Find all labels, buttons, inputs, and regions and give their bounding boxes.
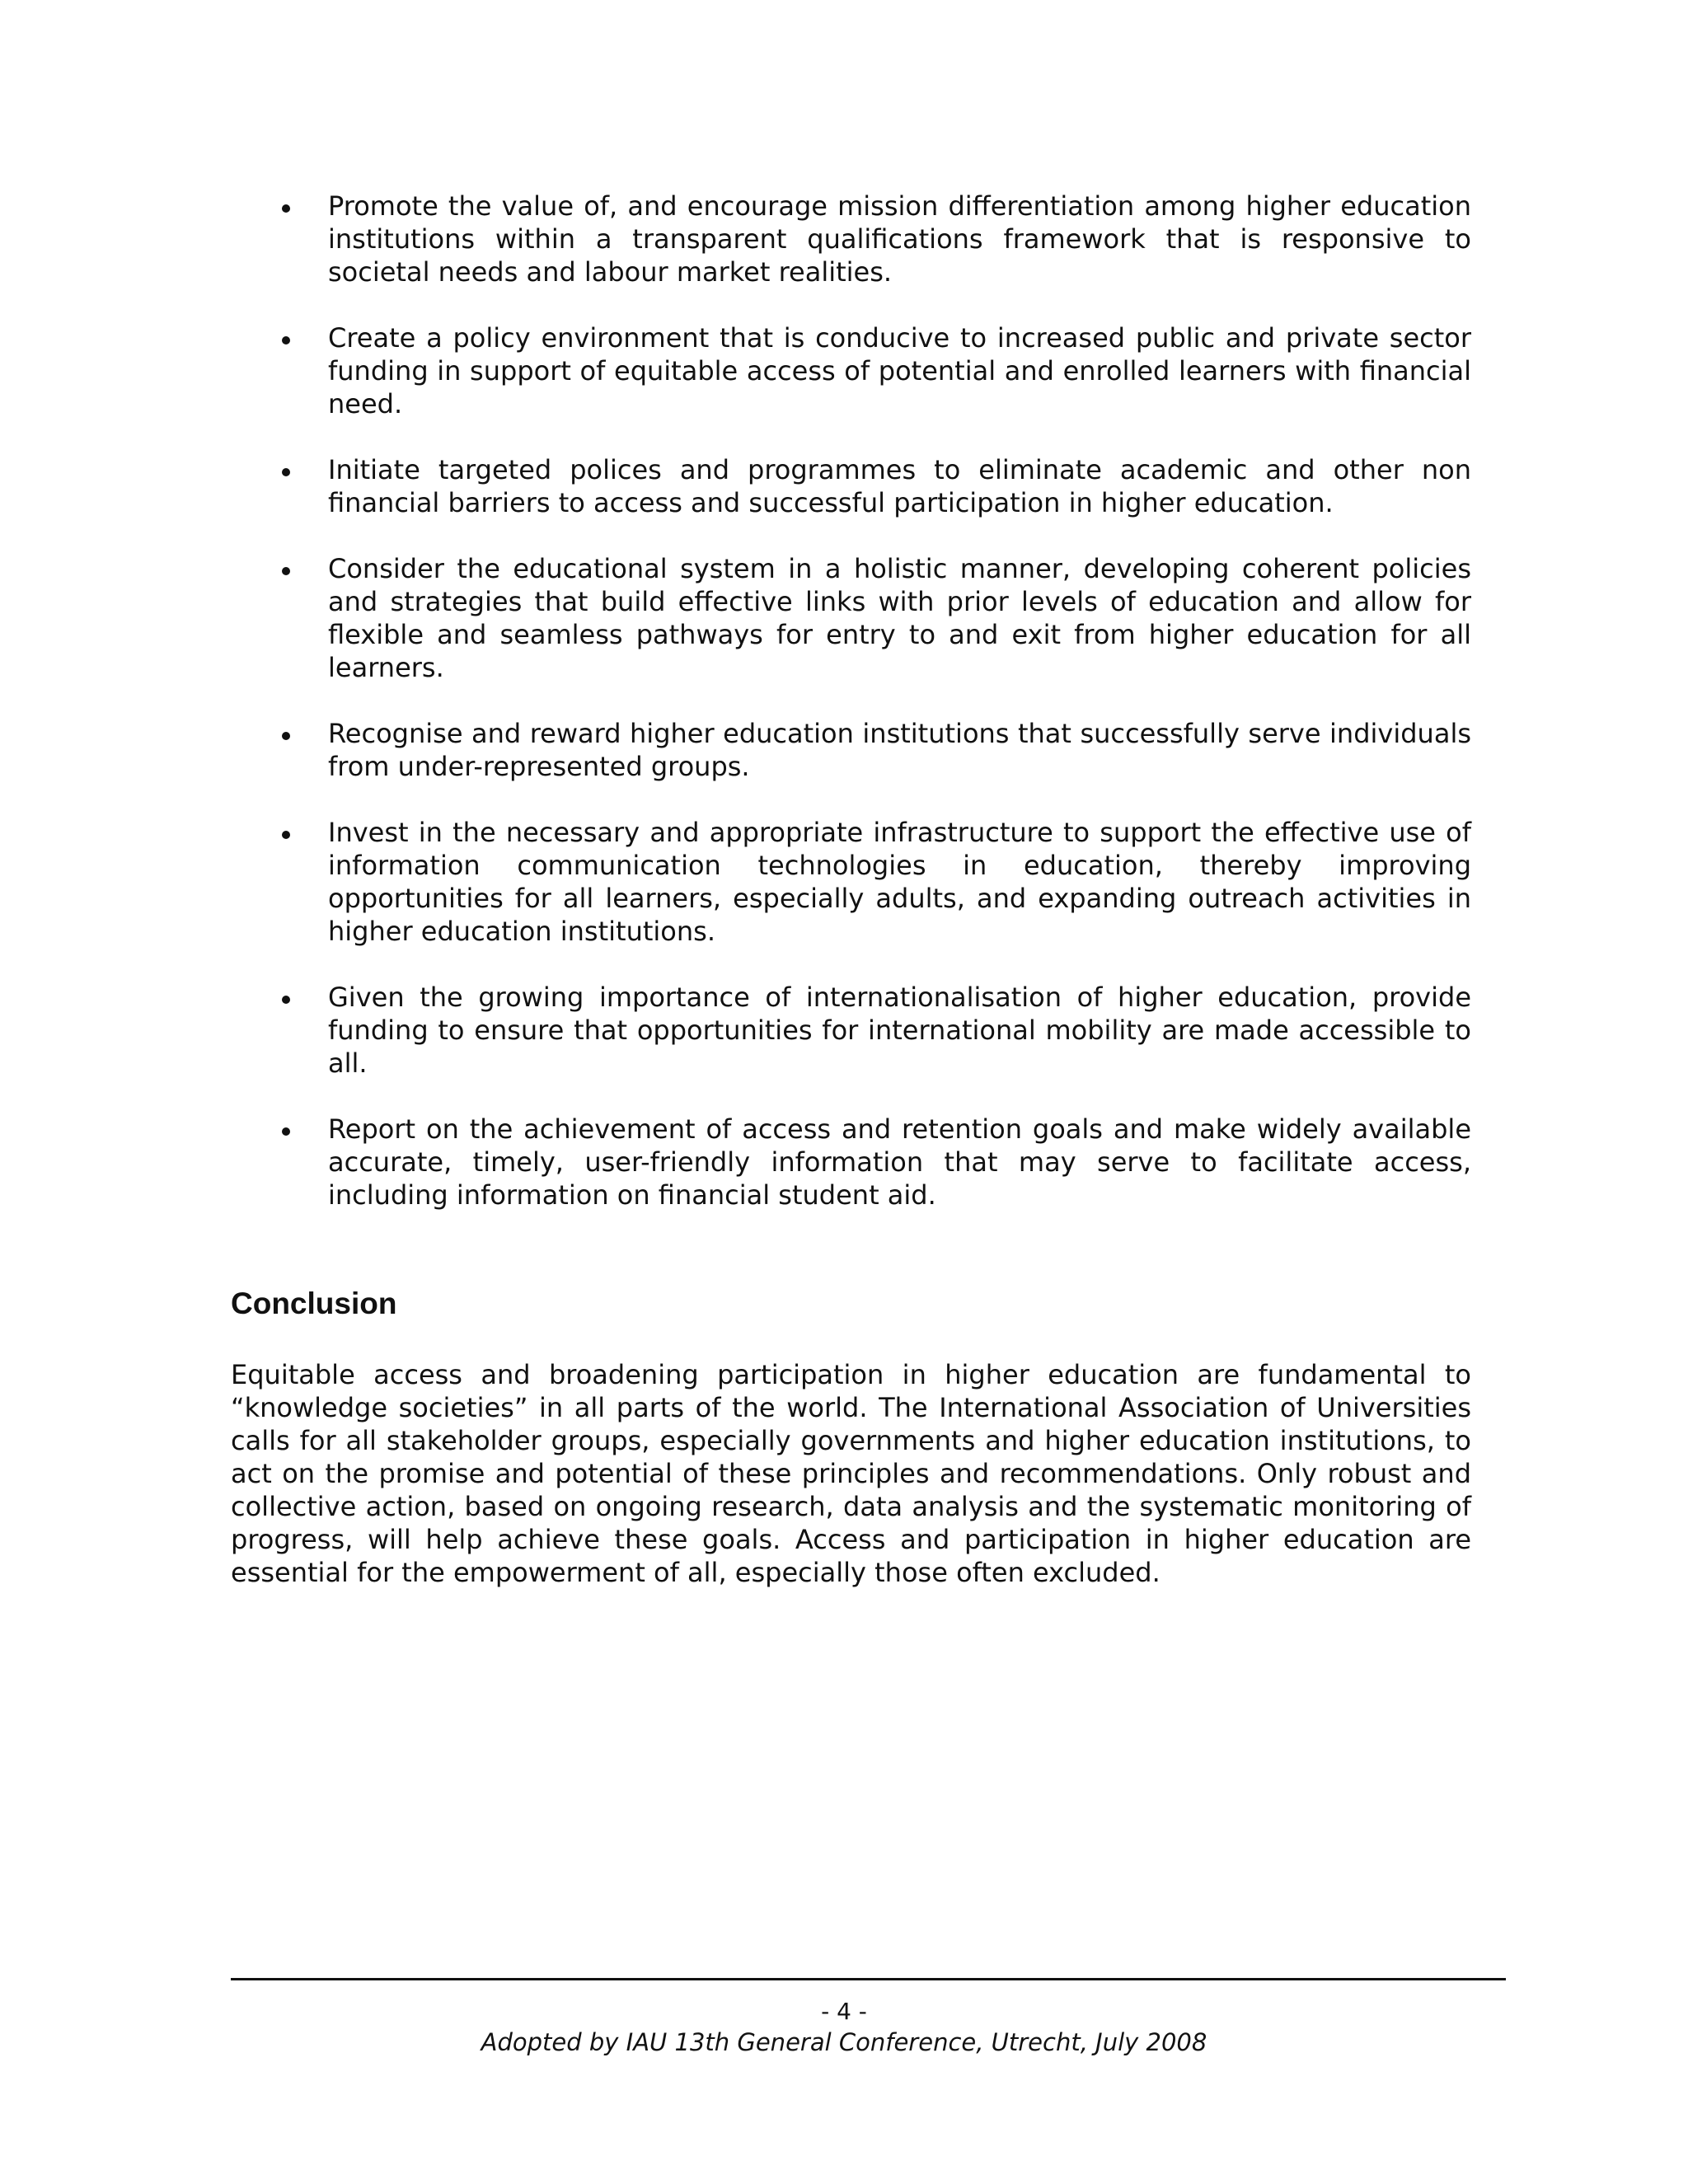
bullet-icon [282,336,290,344]
list-item-text: Promote the value of, and encourage mission differentiation among higher education institutions within a transparent qualifications framework that is responsive to societal needs and labour market realities. [328,190,1471,288]
list-item-text: Invest in the necessary and appropriate infrastructure to support the effective use of information communication technologies in education, thereby improving opportunities for all learners, especially adults, and expanding outreach activities in higher education institutions. [328,817,1471,947]
list-item [231,552,1471,684]
bullet-icon [282,567,290,575]
bullet-icon [282,996,290,1004]
conclusion-heading: Conclusion [231,1286,397,1320]
list-item [231,981,1471,1080]
footer-note: Adopted by IAU 13th General Conference, Utrecht, July 2008 [481,2028,1207,2056]
bullet-icon [282,468,290,476]
bullet-icon [282,204,290,213]
list-item-text: Given the growing importance of internationalisation of higher education, provide funding to ensure that opportunities for international mobility are made accessible to all. [328,982,1471,1079]
list-item-text: Consider the educational system in a holistic manner, developing coherent policies and strategies that build effective links with prior levels of education and allow for flexible and seamless pathways for entry to and exit from higher education for all learners. [328,553,1471,683]
bullet-icon [282,732,290,740]
page-content [231,190,1471,1589]
list-item [231,1113,1471,1212]
list-item-text: Initiate targeted polices and programmes to eliminate academic and other non financial barriers to access and successful participation in higher education. [328,454,1471,518]
list-item [231,453,1471,519]
list-item-text: Report on the achievement of access and retention goals and make widely available accurate, timely, user-friendly information that may serve to facilitate access, including information on financial student aid. [328,1113,1471,1211]
bullet-icon [282,831,290,839]
list-item [231,717,1471,783]
bullet-icon [282,1127,290,1136]
conclusion-paragraph: Equitable access and broadening participation in higher education are fundamental to “knowledge societies” in all parts of the world. The International Association of Universities calls for all stakeholder groups, especially governments and higher education institutions, to act on the promise and potential of these principles and recommendations. Only robust and collective action, based on ongoing research, data analysis and the systematic monitoring of progress, will help achieve these goals. Access and participation in higher education are essential for the empowerment of all, especially those often excluded. [231,1359,1471,1588]
list-item-text: Create a policy environment that is conducive to increased public and private sector funding in support of equitable access of potential and enrolled learners with financial need. [328,322,1471,419]
recommendations-list [231,190,1471,1212]
list-item [231,816,1471,948]
page-number: - 4 - [821,1998,867,2025]
list-item [231,321,1471,420]
footer-divider [231,1978,1506,1980]
list-item-text: Recognise and reward higher education institutions that successfully serve individuals from under-represented groups. [328,718,1471,782]
list-item [231,190,1471,288]
